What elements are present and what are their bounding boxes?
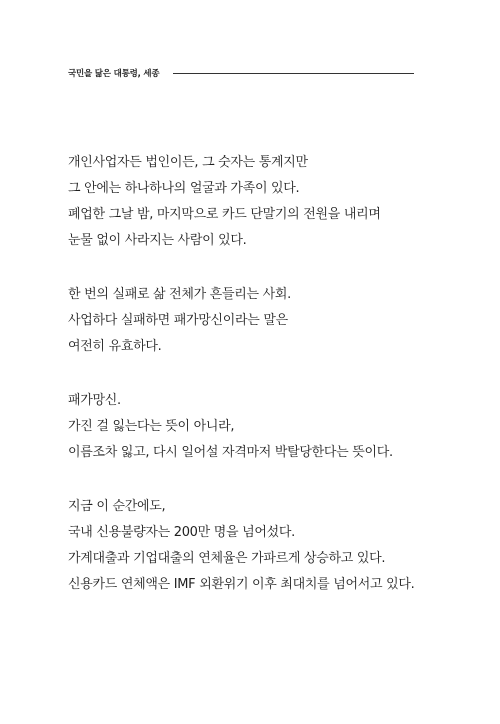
text-line: 폐업한 그날 밤, 마지막으로 카드 단말기의 전원을 내리며 bbox=[68, 207, 381, 222]
text-line: 여전히 유효하다. bbox=[68, 339, 162, 354]
text-line: 개인사업자든 법인이든, 그 숫자는 통계지만 bbox=[68, 155, 308, 170]
text-line: 가진 걸 잃는다는 뜻이 아니라, bbox=[68, 419, 235, 434]
stanza-4 bbox=[68, 494, 448, 598]
text-line: 눈물 없이 사라지는 사람이 있다. bbox=[68, 233, 247, 248]
running-header bbox=[68, 66, 414, 80]
header-rule bbox=[173, 73, 414, 74]
text-line: 가계대출과 기업대출의 연체율은 가파르게 상승하고 있다. bbox=[68, 551, 386, 566]
text-line: 패가망신. bbox=[68, 393, 121, 408]
text-line: 그 안에는 하나하나의 얼굴과 가족이 있다. bbox=[68, 181, 300, 196]
stanza-1 bbox=[68, 150, 448, 254]
stanza-2 bbox=[68, 282, 448, 360]
text-line: 한 번의 실패로 삶 전체가 흔들리는 사회. bbox=[68, 287, 291, 302]
text-line: 사업하다 실패하면 패가망신이라는 말은 bbox=[68, 313, 288, 328]
running-title: 국민을 닮은 대통령, 세종 bbox=[68, 69, 160, 79]
stanza-3 bbox=[68, 388, 448, 466]
text-line: 신용카드 연체액은 IMF 외환위기 이후 최대치를 넘어서고 있다. bbox=[68, 577, 415, 592]
text-line: 국내 신용불량자는 200만 명을 넘어섰다. bbox=[68, 525, 295, 540]
text-line: 이름조차 잃고, 다시 일어설 자격마저 박탈당한다는 뜻이다. bbox=[68, 445, 393, 460]
text-line: 지금 이 순간에도, bbox=[68, 499, 166, 514]
body-text bbox=[68, 150, 448, 598]
